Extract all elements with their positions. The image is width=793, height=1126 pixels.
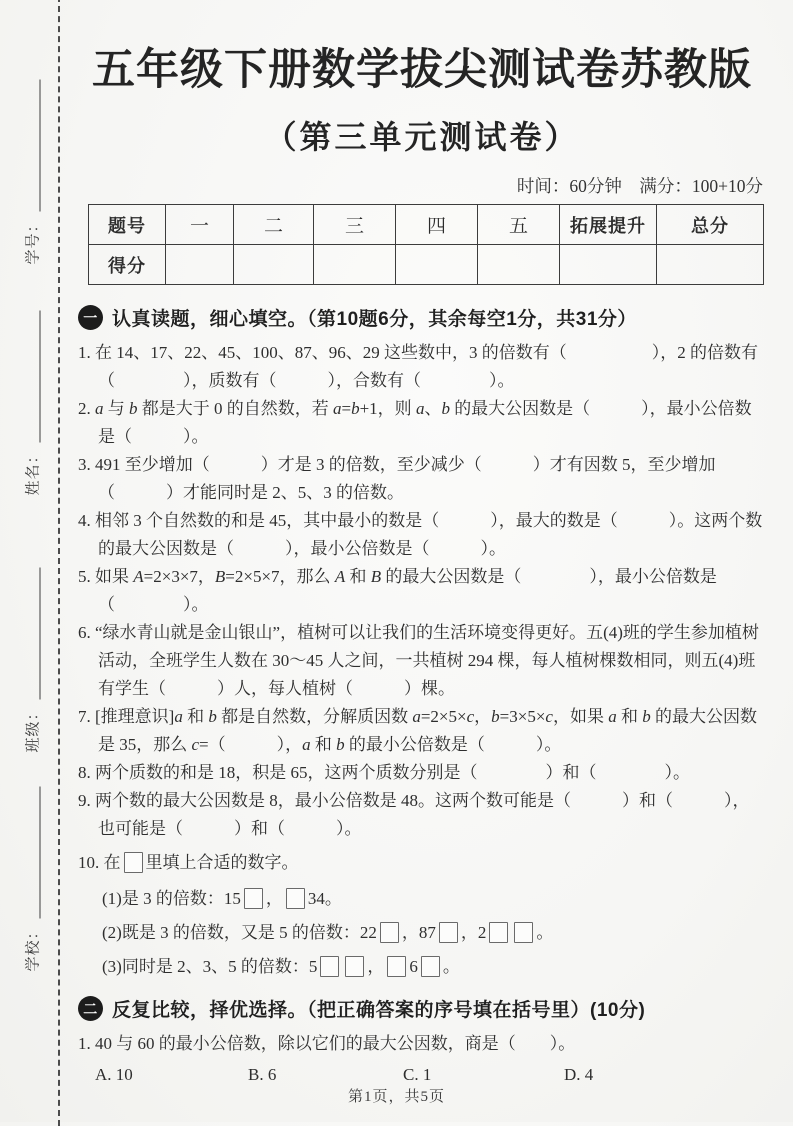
question-2: 2. a 与 b 都是大于 0 的自然数，若 a=b+1，则 a、b 的最大公因数是（ ），最小公倍数是（ ）。 <box>78 399 752 446</box>
section-1-heading <box>78 304 766 331</box>
score-header: 得分 <box>89 245 166 285</box>
question-6: 6. “绿水青山就是金山银山”，植树可以让我们的生活环境变得更好。五(4)班的学生参加植树活动，全班学生人数在 30～45 人之间，一共植树 294 棵，每人植树棵数相同，则五(4)班有学生（ ）人，每人植树（ ）棵。 <box>78 623 759 698</box>
section-1-badge-icon: 一 <box>78 305 103 330</box>
class-label: 班级： <box>25 704 42 753</box>
sidebar-field-student-id <box>15 80 45 265</box>
answer-box <box>244 888 263 909</box>
student-id-blank-line <box>40 80 41 212</box>
column-part-1: 一 <box>166 205 234 245</box>
sidebar-field-name <box>15 311 45 496</box>
column-part-4: 四 <box>396 205 478 245</box>
section-2-questions <box>78 1030 766 1085</box>
sidebar-divider <box>58 0 60 1126</box>
score-cell-total <box>657 245 764 285</box>
option-b: B. 6 <box>248 1065 277 1084</box>
question-10: 10. 在 里填上合适的数字。 <box>78 853 299 872</box>
class-blank-line <box>40 568 41 700</box>
section-1-questions <box>78 339 766 979</box>
choice-question-1: 1. 40 与 60 的最小公倍数，除以它们的最大公因数，商是（ ）。 <box>78 1034 576 1053</box>
question-number-header: 题号 <box>89 205 166 245</box>
question-4: 4. 相邻 3 个自然数的和是 45，其中最小的数是（ ），最大的数是（ ）。这两个数的最大公因数是（ ），最小公倍数是（ ）。 <box>78 511 763 558</box>
name-blank-line <box>40 311 41 443</box>
question-7: 7. [推理意识]a 和 b 都是自然数，分解质因数 a=2×5×c，b=3×5×c，如果 a 和 b 的最大公因数是 35，那么 c=（ ），a 和 b 的最小公倍数是（ ）。 <box>78 707 757 754</box>
question-9: 9. 两个数的最大公因数是 8，最小公倍数是 48。这两个数可能是（ ）和（ ），也可能是（ ）和（ ）。 <box>78 791 750 838</box>
question-10-item-1: (1)是 3 的倍数：15 ， 34。 <box>102 889 342 908</box>
name-label: 姓名： <box>25 447 42 496</box>
question-1: 1. 在 14、17、22、45、100、87、96、29 这些数中，3 的倍数有（ ），2 的倍数有（ ），质数有（ ），合数有（ ）。 <box>78 343 758 390</box>
sidebar-field-school <box>15 787 45 972</box>
student-id-label: 学号： <box>25 216 42 265</box>
column-extension: 拓展提升 <box>560 205 657 245</box>
section-1-heading-text: 认真读题，细心填空。（第10题6分，其余每空1分，共31分） <box>112 309 637 330</box>
answer-box <box>320 956 339 977</box>
question-10-item-2: (2)既是 3 的倍数，又是 5 的倍数：22 ，87 ，2 。 <box>102 923 554 942</box>
answer-box <box>439 922 458 943</box>
option-d: D. 4 <box>564 1065 594 1084</box>
answer-box <box>380 922 399 943</box>
question-10-item-3: (3)同时是 2、3、5 的倍数：5 ， 6 。 <box>102 957 460 976</box>
option-c: C. 1 <box>403 1065 432 1084</box>
score-cell-2 <box>234 245 314 285</box>
answer-box <box>286 888 305 909</box>
paper-content <box>78 0 766 1085</box>
school-blank-line <box>40 787 41 919</box>
section-2-badge-icon: 二 <box>78 996 103 1021</box>
score-cell-extension <box>560 245 657 285</box>
page-footer: 第1页，共5页 <box>347 1089 445 1105</box>
page-subtitle: （第三单元测试卷） <box>264 119 580 155</box>
answer-box <box>421 956 440 977</box>
page-title: 五年级下册数学拔尖测试卷苏教版 <box>92 47 752 94</box>
sidebar-field-class <box>15 568 45 753</box>
answer-box <box>489 922 508 943</box>
score-table-score-row <box>89 245 764 285</box>
score-cell-5 <box>478 245 560 285</box>
answer-box <box>124 852 143 873</box>
exam-meta: 时间：60分钟 满分：100+10分 <box>516 176 763 196</box>
answer-box <box>345 956 364 977</box>
question-3: 3. 491 至少增加（ ）才是 3 的倍数，至少减少（ ）才有因数 5，至少增加（ ）才能同时是 2、5、3 的倍数。 <box>78 455 716 502</box>
score-cell-4 <box>396 245 478 285</box>
score-table-header-row <box>89 205 764 245</box>
question-5: 5. 如果 A=2×3×7，B=2×5×7，那么 A 和 B 的最大公因数是（ ），最小公倍数是（ ）。 <box>78 567 717 614</box>
question-8: 8. 两个质数的和是 18，积是 65，这两个质数分别是（ ）和（ ）。 <box>78 763 690 782</box>
answer-box <box>514 922 533 943</box>
answer-box <box>387 956 406 977</box>
section-2-heading <box>78 995 766 1022</box>
option-a: A. 10 <box>95 1065 133 1084</box>
section-2-heading-text: 反复比较，择优选择。（把正确答案的序号填在括号里）(10分) <box>112 1000 646 1021</box>
column-total: 总分 <box>657 205 764 245</box>
column-part-5: 五 <box>478 205 560 245</box>
score-cell-3 <box>314 245 396 285</box>
school-label: 学校： <box>25 923 42 972</box>
column-part-2: 二 <box>234 205 314 245</box>
score-cell-1 <box>166 245 234 285</box>
score-table <box>88 204 764 285</box>
column-part-3: 三 <box>314 205 396 245</box>
choice-question-1-options <box>78 1065 766 1085</box>
